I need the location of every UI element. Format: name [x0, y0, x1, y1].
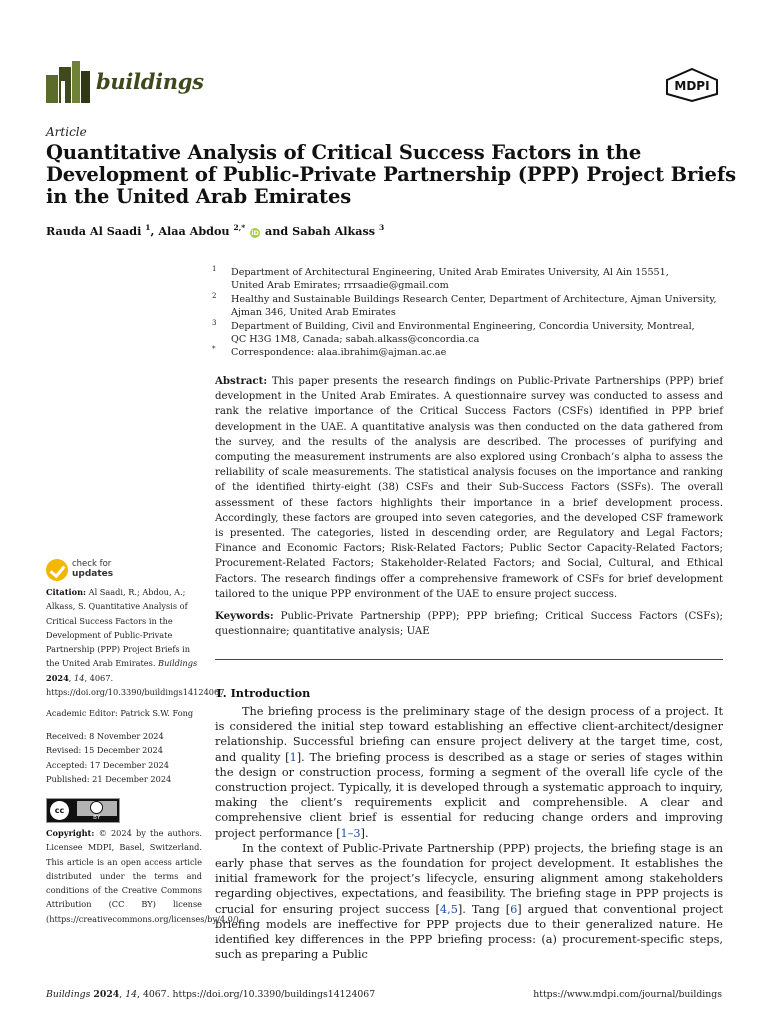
- footer-journal-url[interactable]: https://www.mdpi.com/journal/buildings: [533, 989, 722, 1000]
- affiliations: [212, 266, 732, 360]
- affiliation-line: Department of Architectural Engineering, United Arab Emirates University, Al Ain 15551,: [231, 267, 669, 278]
- footer-citation: Buildings 2024, 14, 4067. https://doi.org/10.3390/buildings14124067: [46, 989, 376, 1000]
- paragraph-text: ] argued that conventional project briefing models are ineffective for PPP projects due to their generalized nature. He identified key differences in the PPP briefing process: (a) procurement-specific steps, such as preparing a Public: [215, 902, 723, 962]
- author-affiliation-mark: 3: [379, 223, 385, 232]
- section-heading: 1. Introduction: [215, 686, 311, 700]
- author-name[interactable]: Rauda Al Saadi: [46, 224, 142, 238]
- author-affiliation-mark: 1: [145, 223, 151, 232]
- publication-dates: [46, 729, 202, 786]
- publisher-name: MDPI: [674, 79, 710, 93]
- affiliation-line: Ajman 346, United Arab Emirates: [231, 307, 396, 319]
- published-date: Published: 21 December 2024: [46, 773, 172, 784]
- citation-text: Al Saadi, R.; Abdou, A.; Alkass, S. Quantitative Analysis of Critical Success Factors in the Development of Public-Private Partnership (PPP) Project Briefs in the United Arab Emirates.: [46, 587, 191, 669]
- article-type: Article: [46, 125, 87, 139]
- paragraph-text: In the context of Public-Private Partnership (PPP) projects, the briefing stage is an early phase that serves as the foundation for project development. It establishes the initial framework for the project’s lifecycle, ensuring alignment among stakeholders regarding objectives, expectations, and feasibility. The briefing stage in PPP projects is crucial for ensuring project success [: [215, 841, 723, 916]
- paragraph-text: ]. Tang [: [457, 902, 511, 916]
- author-name[interactable]: Alaa Abdou: [158, 224, 230, 238]
- keywords-text: Public-Private Partnership (PPP); PPP briefing; Critical Success Factors (CSFs); questionnaire; quantitative analysis; UAE: [215, 611, 723, 638]
- author-list: [46, 223, 384, 238]
- affiliation-mark: 3: [212, 318, 217, 327]
- affiliation-item: [212, 266, 732, 293]
- footer-doi[interactable]: , 4067. https://doi.org/10.3390/buildings14124067: [137, 989, 376, 1000]
- paragraph: [215, 841, 723, 963]
- copyright-notice: [46, 826, 242, 926]
- mdpi-logo-icon: [664, 68, 720, 102]
- author-affiliation-mark: 2,*: [233, 223, 246, 232]
- cc-by-label: BY: [93, 815, 101, 821]
- affiliation-line: Department of Building, Civil and Environmental Engineering, Concordia University, Montreal,: [231, 320, 695, 332]
- checkmark-icon: [46, 559, 68, 581]
- affiliation-item: [212, 293, 732, 320]
- abstract: [215, 374, 723, 602]
- orcid-icon[interactable]: iD: [251, 229, 259, 237]
- received-date: Received: 8 November 2024: [46, 731, 164, 741]
- keywords: [215, 609, 723, 639]
- correspondence-line: Correspondence: alaa.ibrahim@ajman.ac.ae: [231, 347, 447, 359]
- copyright-text: © 2024 by the authors. Licensee MDPI, Basel, Switzerland. This article is an open access article distributed under the terms and conditions of the Creative Commons Attribution (CC BY) license (https://creativecommons.org/licenses/by/4.0/).: [46, 828, 242, 924]
- citation-link[interactable]: 4,5: [439, 902, 458, 916]
- footer-volume: 14: [125, 989, 138, 1000]
- abstract-text: This paper presents the research findings on Public-Private Partnerships (PPP) brief development in the United Arab Emirates. A questionnaire survey was conducted to assess and rank the relative importance of the Critical Success Factors (CSFs) identified in PPP brief development in the UAE. A quantitative analysis was then conducted on the data gathered from the survey, and the results of the analysis are described. The processes of purifying and computing the measurement instruments are also explored using Cronbach’s alpha to assess the reliability of scale measurements. The statistical analysis focuses on the importance and ranking of the identified thirty-eight (38) CSFs and their Sub-Success Factors (SSFs). The overall assessment of these factors highlights their importance in a brief development process. Accordingly, these factors are grouped into seven categories, and the developed CSF framework is presented. The categories, listed in descending order, are Regulatory and Legal Factors; Finance and Economic Factors; Risk-Related Factors; Public Sector Capacity-Related Factors; Procurement-Related Factors; Stakeholder-Related Factors; and Social, Cultural, and Ethical Factors. The research findings offer a comprehensive framework of CSFs for brief development tailored to the unique PPP environment of the UAE to ensure project success.: [215, 376, 723, 600]
- check-updates-label: check for: [72, 559, 112, 569]
- citation-label: Citation:: [46, 587, 87, 597]
- citation-block: Citation: Al Saadi, R.; Abdou, A.; Alkass, S. Quantitative Analysis of Critical Success Factors in the Development of Public-Private Partnership (PPP) Project Briefs in the United Arab Emirates. Buildings 2024, 14, 4067. https://doi.org/10.3390/buildings14124067: [46, 587, 225, 698]
- paragraph-text: The briefing process is the preliminary stage of the design process of a project. It is considered the initial step toward establishing an effective client-architect/designer relationship. Successful briefing can ensure project delivery at the target time, cost, and quality [: [215, 705, 723, 764]
- keywords-label: Keywords:: [215, 610, 274, 622]
- body-text: [215, 704, 723, 962]
- revised-date: Revised: 15 December 2024: [46, 745, 163, 756]
- abstract-label: Abstract:: [215, 375, 268, 387]
- footer-year: 2024: [93, 989, 120, 1000]
- affiliation-line: Healthy and Sustainable Buildings Research Center, Department of Architecture, Ajman University,: [231, 293, 717, 305]
- affiliation-line: QC H3G 1M8, Canada; sabah.alkass@concordia.ca: [231, 334, 480, 346]
- academic-editor: Academic Editor: Patrick S.W. Fong: [46, 708, 194, 718]
- accepted-date: Accepted: 17 December 2024: [46, 759, 169, 770]
- citation-year: 2024: [46, 672, 69, 683]
- author-name[interactable]: Sabah Alkass: [292, 224, 376, 238]
- paragraph: [215, 704, 723, 841]
- citation-doi[interactable]: , 4067. https://doi.org/10.3390/buildings14124067: [46, 672, 225, 698]
- footer-journal: Buildings: [46, 989, 91, 1000]
- buildings-logo-icon: [46, 61, 90, 103]
- citation-link[interactable]: 6: [510, 902, 518, 916]
- article-title: Quantitative Analysis of Critical Success Factors in the Development of Public-Private Partnership (PPP) Project Briefs in the United Arab Emirates: [46, 141, 737, 208]
- citation-link[interactable]: 1–3: [340, 826, 361, 840]
- author-separator: and: [261, 224, 293, 238]
- citation-journal: Buildings: [158, 658, 198, 669]
- cc-logo-icon: cc: [50, 801, 69, 820]
- citation-volume: 14: [74, 672, 85, 683]
- check-updates-label: updates: [72, 569, 114, 579]
- affiliation-mark: 1: [212, 265, 217, 273]
- cc-by-license-icon[interactable]: [46, 798, 120, 823]
- affiliation-item: [212, 346, 732, 359]
- affiliation-mark: *: [212, 345, 216, 354]
- citation-link[interactable]: 1: [289, 750, 297, 764]
- person-icon: [90, 801, 103, 814]
- paragraph-text: ]. The briefing process is described as a stage or series of stages within the design or construction process, forming a segment of the overall life cycle of the construction project. Typically, it is developed through a systematic approach to inquiry, making the client’s requirements explicit and comprehensible. A clear and comprehensive client brief is essential for reducing change orders and improving project performance [: [215, 750, 723, 840]
- section-divider: [215, 659, 723, 660]
- author-separator: ,: [150, 224, 159, 238]
- affiliation-item: [212, 320, 732, 347]
- check-for-updates-button[interactable]: [46, 559, 126, 583]
- paragraph-text: ].: [360, 826, 369, 840]
- affiliation-line: United Arab Emirates; rrrsaadie@gmail.com: [231, 280, 449, 292]
- affiliation-mark: 2: [212, 291, 217, 300]
- copyright-label: Copyright:: [46, 828, 95, 838]
- journal-name: buildings: [96, 69, 204, 94]
